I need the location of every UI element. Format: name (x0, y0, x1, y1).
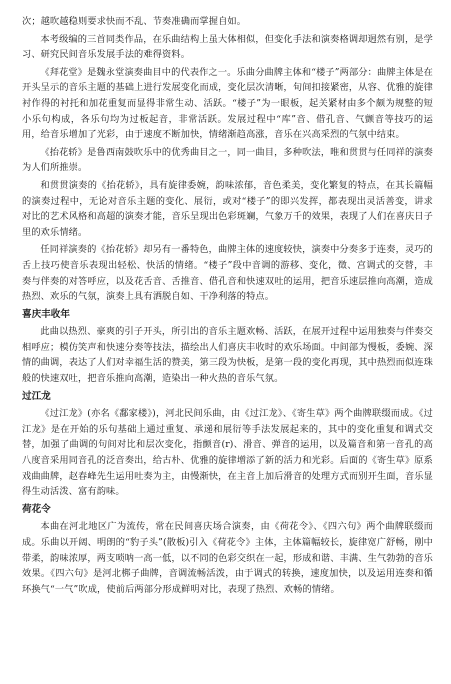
paragraph-hehualing: 本曲在河北地区广为流传，常在民间喜庆场合演奏，由《荷花令》、《四六句》两个曲牌联缀而成。乐曲以开阔、明朗的“豹子头”(散板)引入《荷花令》主体，主体篇幅较长，旋律宽广舒畅，刚中带柔，韵味浓厚，两支唢呐一高一低，以不同的色彩交织在一起，形成和谐、丰满、生气勃勃的音乐效果。《四六句》是河北梆子曲牌，音调流畅活泼，由于调式的转换，速度加快，以及运用连奏和循环换气“一气”吹成，使前后两部分形成鲜明对比，表现了热烈、欢畅的情绪。 (22, 521, 433, 595)
paragraph-guojianglong: 《过江龙》(亦名《鄱家楼》)，河北民间乐曲，由《过江龙》、《寄生草》两个曲牌联缀而成。《过江龙》是在开始的乐句基础上通过重复、承递和展衍等手法发展起来的，其中的变化重复和调式交替，加强了曲调的句间对比和层次变化，指颤音(r)、滑音、弹音的运用，以及篇音和第一音孔的高八度音采用同音孔的泛音奏出，给古朴、优雅的旋律增添了新的活力和光彩。后面的《寄生草》原系戏曲曲牌，赵春峰先生运用吐奏为主，由慢渐快，在主音上加后滑音的处理方式而别开生面，音乐显得生动活泼、富有韵味。 (22, 408, 433, 498)
section-heading-xiqing: 喜庆丰收年 (22, 308, 70, 320)
section-heading-guojianglong: 过江龙 (22, 390, 51, 402)
paragraph-continuation: 次；越吹越稳则要求快而不乱、节奏准确而掌握自如。 (22, 16, 247, 27)
section-heading-hehualing: 荷花令 (22, 503, 51, 515)
paragraph-he-version: 和贯贯演奏的《抬花轿》，具有旋律委婉，韵味浓郁，音色柔美，变化繁复的特点，在其长篇幅的演奏过程中，无论对音乐主题的变化、展衍，或对“楼子”的即兴发挥，都表现出灵活善变，讲求对比的艺术风格和高超的演奏才能，音乐呈现出色彩斑斓，气象万千的效果，表现了人们在喜庆日子里的欢乐情绪。 (22, 179, 433, 238)
paragraph-ren-version: 任同祥演奏的《抬花轿》却另有一番特色，曲牌主体的速度较快，演奏中分奏多于连奏，灵巧的舌上技巧使音乐表现出轻松、快活的情绪。“楼子”段中音调的游移、变化，徵、宫调式的交替，丰奏与伴奏的对答呼应，以及花舌音、舌推音、借孔音和快速双吐的运用，把音乐速层推向高潮，造成热烈、欢乐的气氛，演奏上具有洒脱自如、干净利落的特点。 (22, 244, 433, 303)
paragraph-intro: 本考级编的三首同类作品，在乐曲结构上虽大体相似，但变化手法和演奏格调却迥然有别，是学习、研究民间音乐发展手法的难得资料。 (22, 33, 433, 61)
paragraph-baihuatang: 《拜花堂》是魏永堂演奏曲目中的代表作之一。乐曲分曲牌主体和“楼子”两部分：曲牌主体是在开头呈示的音乐主题的基础上进行发展变化而成，变化层次清晰，旬间扣接紧密，从容、优雅的旋律衬作得的衬托和加花重复而显得非常生动、活跃。“楼子”为一眼板，起关紧材由多个颇为规整的短小乐句构成，各乐句均为过板起音，非常活跃。发展过程中“库”音、借孔音、气颤音等技巧的运用，给音乐增加了光彩，由于速度不断加快，情绪渐趋高涨，音乐在兴高采烈的气氛中结束。 (22, 66, 433, 141)
paragraph-taihuajiao: 《抬花轿》是鲁西南鼓吹乐中的优秀曲目之一，同一曲目，多种吹法，唯和贯贯与任同祥的演奏为人们所推崇。 (22, 146, 433, 174)
paragraph-xiqing: 此曲以热烈、豪爽的引子开头，所引出的音乐主题欢畅、活跃，在展开过程中运用独奏与伴奏交相呼应；模仿笑声和快速分奏等技法，描绘出人们喜庆丰收时的欢乐场面。中间部为慢板，委婉、深情的曲调，表达了人们对幸福生活的赞美，第三段为快板，是第一段的变化再现，其中热烈而似连珠般的快速双吐，把音乐推向高潮，造染出一种火热的音乐气氛。 (22, 326, 433, 385)
